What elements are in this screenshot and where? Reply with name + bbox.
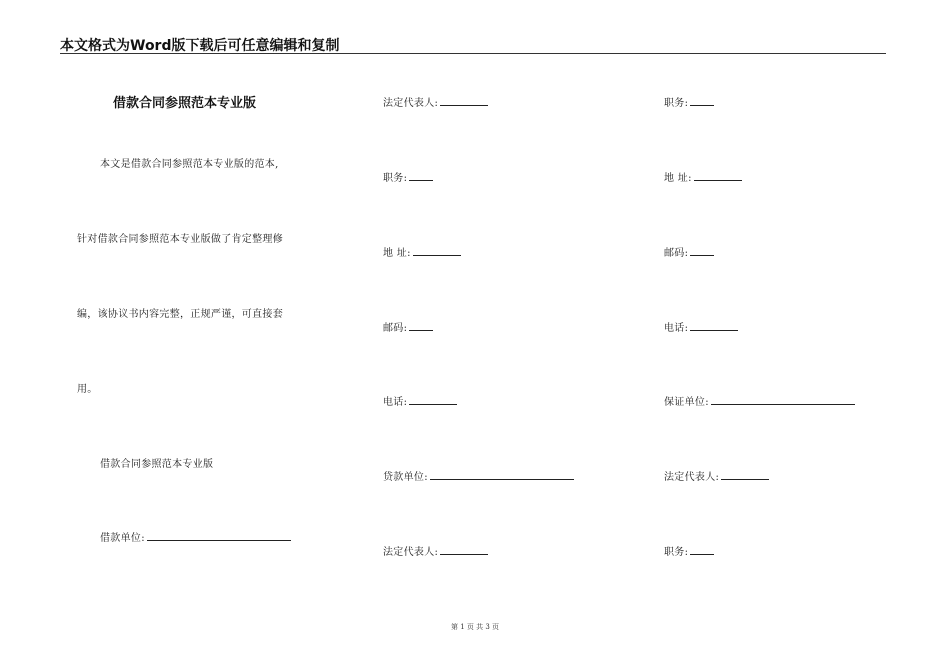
blank-line (690, 321, 738, 331)
col3-label: 保证单位: (664, 397, 709, 408)
intro-line-2: 针对借款合同参照范本专业版做了肯定整理修 (77, 234, 283, 245)
borrower-field (100, 529, 291, 544)
blank-line (440, 96, 488, 106)
col2-field-legal-rep (383, 94, 488, 109)
col3-label: 职务: (664, 547, 689, 558)
col2-label: 职务: (383, 173, 408, 184)
col2-field-lender (383, 468, 574, 483)
intro-line-4: 用。 (77, 384, 98, 395)
blank-line (409, 321, 433, 331)
blank-line (690, 246, 714, 256)
blank-line (409, 395, 457, 405)
intro-line-3: 编，该协议书内容完整，正规严谨，可直接套 (77, 309, 283, 320)
col3-field-position (664, 94, 714, 109)
blank-line (694, 171, 742, 181)
col3-field-address (664, 169, 742, 184)
col2-field-legal-rep-2 (383, 543, 488, 558)
col2-field-position (383, 169, 433, 184)
header-title: 本文格式为Word版下载后可任意编辑和复制 (60, 38, 340, 54)
col2-field-phone (383, 393, 457, 408)
col3-field-legal-rep (664, 468, 769, 483)
page-footer: 第 1 页 共 3 页 (450, 623, 500, 631)
blank-line (711, 395, 855, 405)
col3-field-position-2 (664, 543, 714, 558)
col2-label: 法定代表人: (383, 98, 439, 109)
intro-line-1: 本文是借款合同参照范本专业版的范本, (100, 159, 279, 170)
col3-label: 邮码: (664, 248, 689, 259)
blank-line (690, 96, 714, 106)
col3-field-guarantor (664, 393, 855, 408)
blank-line (690, 545, 714, 555)
col2-label: 电话: (383, 397, 408, 408)
col2-label: 贷款单位: (383, 472, 428, 483)
blank-line (440, 545, 488, 555)
blank-line (430, 470, 574, 480)
col2-label: 邮码: (383, 323, 408, 334)
col3-field-postcode (664, 244, 714, 259)
borrower-label: 借款单位: (100, 533, 145, 544)
col3-label: 职务: (664, 98, 689, 109)
sub-heading: 借款合同参照范本专业版 (100, 459, 214, 470)
blank-line (413, 246, 461, 256)
col3-label: 电话: (664, 323, 689, 334)
col2-label: 地 址: (383, 248, 411, 259)
col3-field-phone (664, 319, 738, 334)
col3-label: 地 址: (664, 173, 692, 184)
header-rule (60, 53, 886, 54)
col2-field-address (383, 244, 461, 259)
col2-label: 法定代表人: (383, 547, 439, 558)
blank-line (721, 470, 769, 480)
blank-line (409, 171, 433, 181)
col2-field-postcode (383, 319, 433, 334)
col3-label: 法定代表人: (664, 472, 720, 483)
document-heading: 借款合同参照范本专业版 (113, 96, 257, 111)
borrower-blank (147, 531, 291, 541)
